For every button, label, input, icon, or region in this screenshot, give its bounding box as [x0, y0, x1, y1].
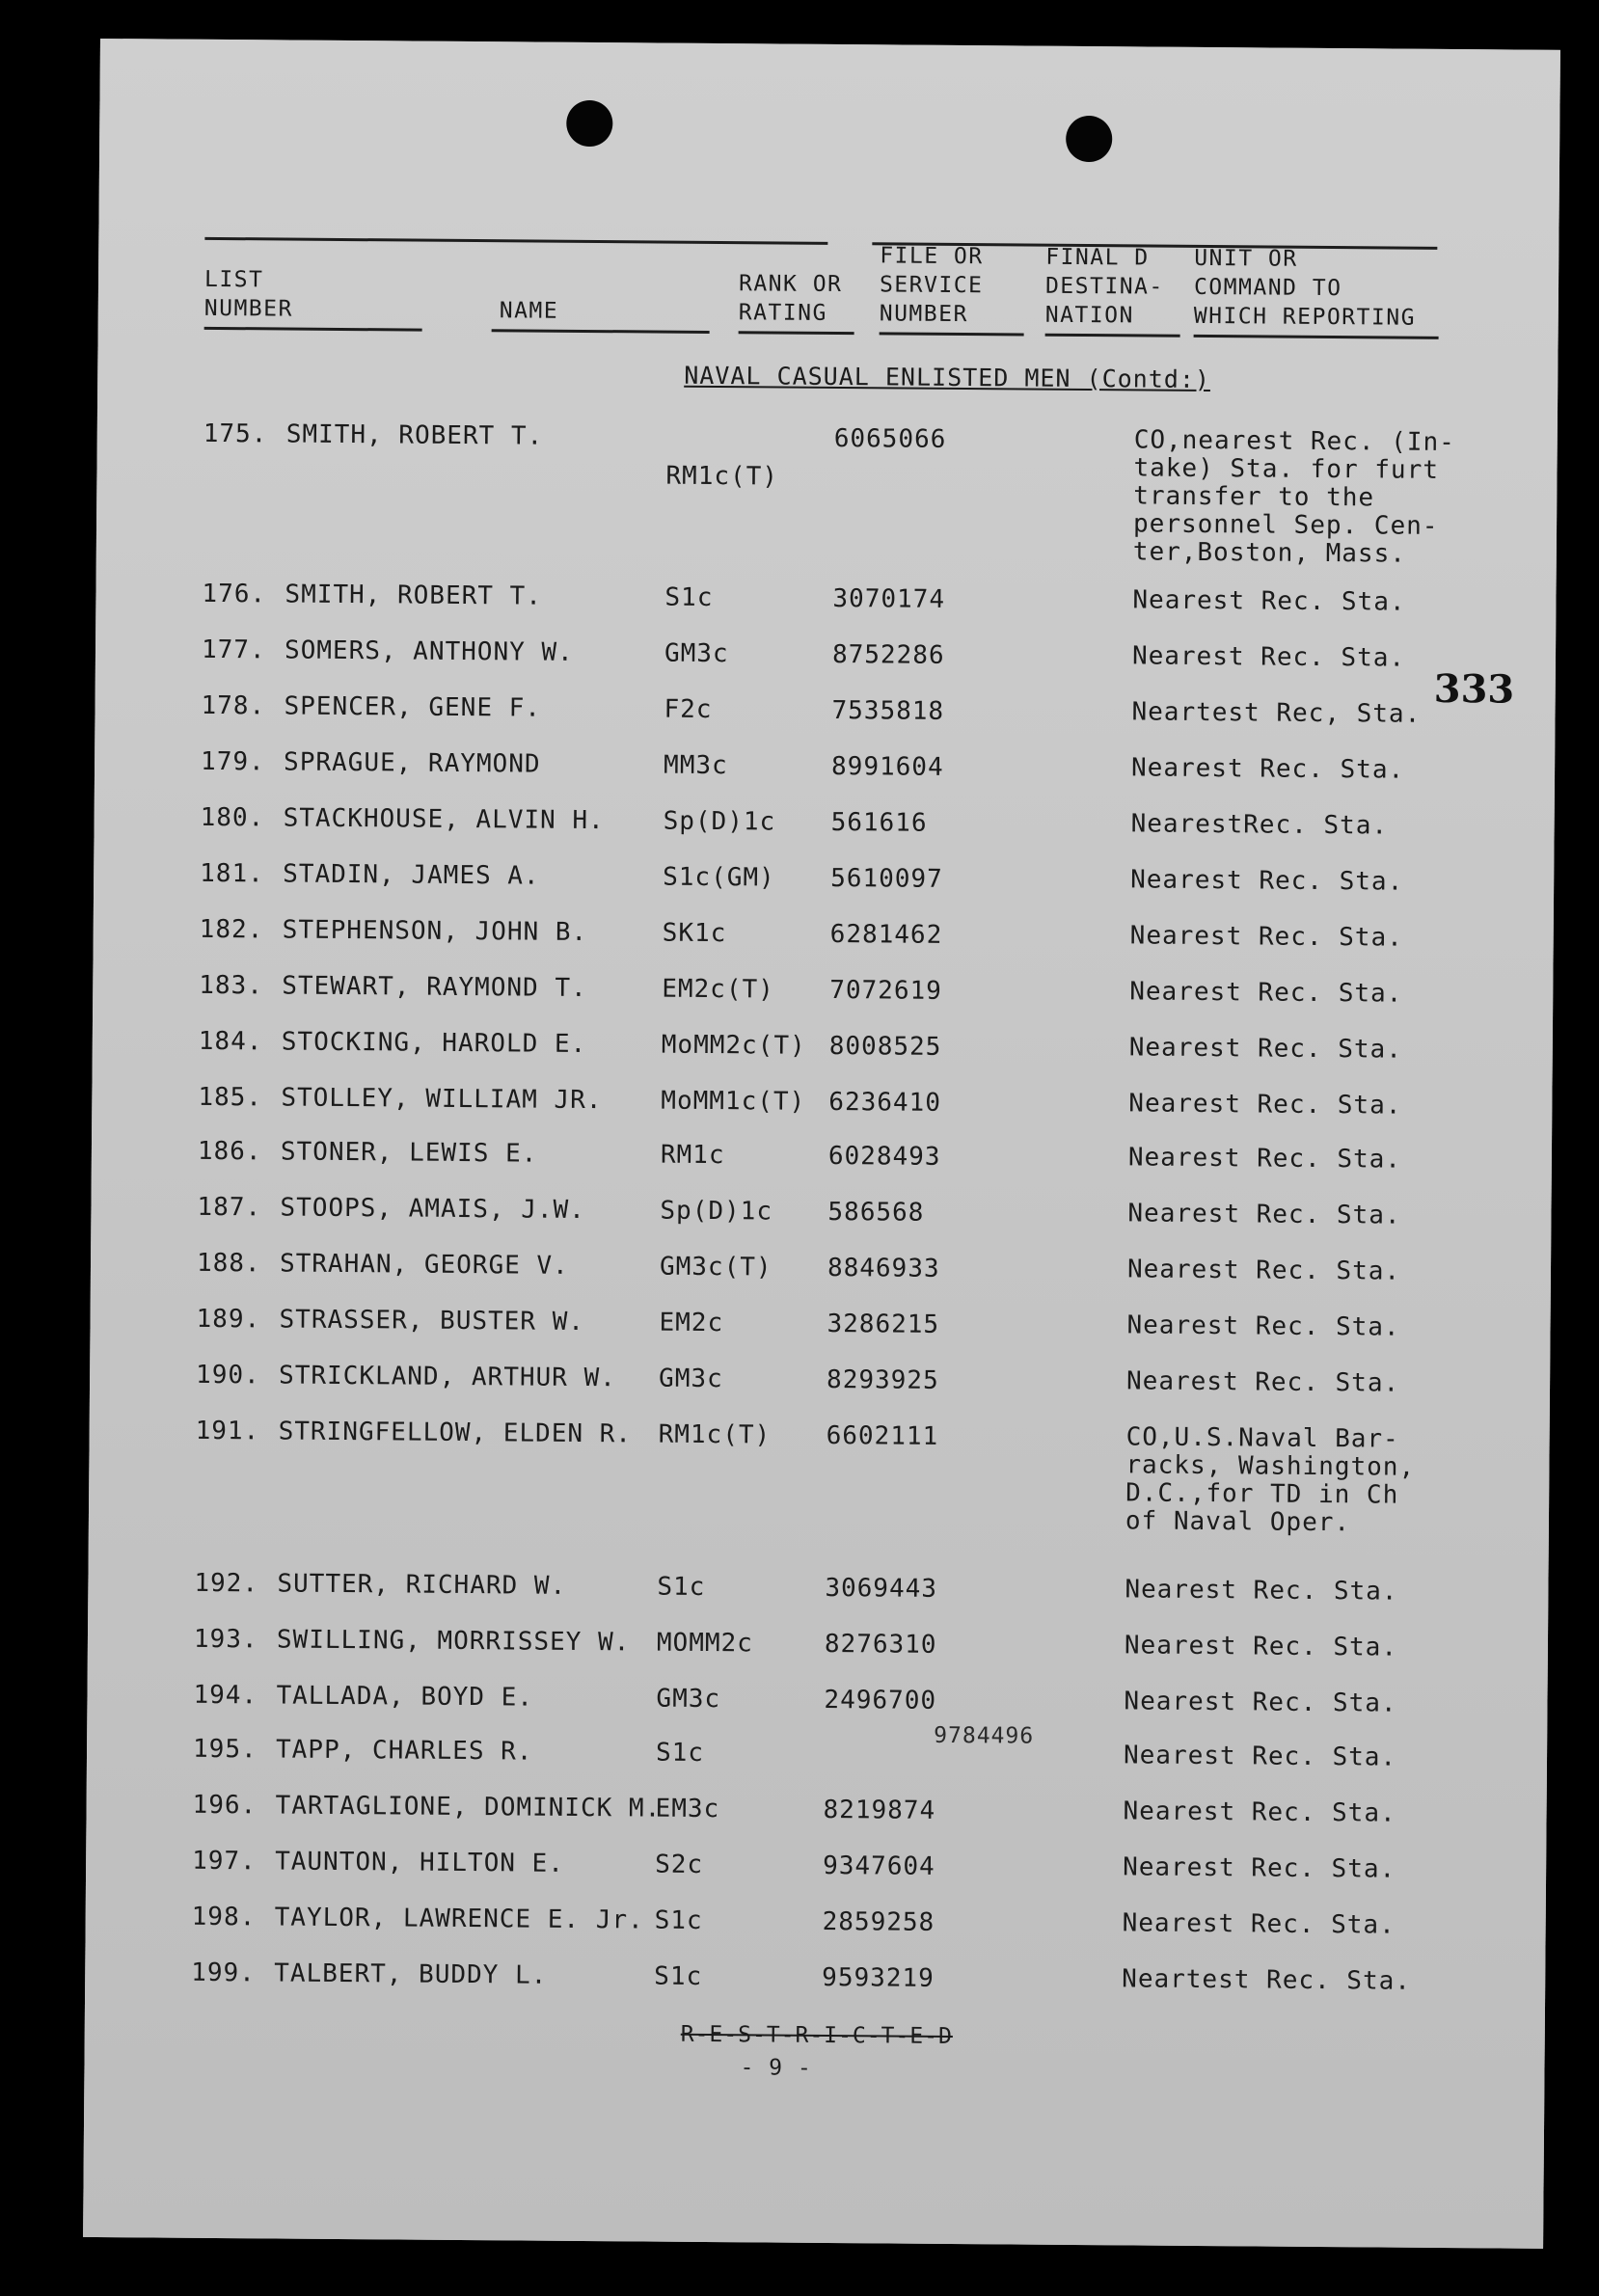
header-name: NAME — [499, 298, 559, 324]
name: SMITH, ROBERT T. — [285, 419, 544, 451]
destination: Nearest Rec. Sta. — [1129, 977, 1403, 1009]
destination: Nearest Rec. Sta. — [1130, 753, 1405, 785]
list-number: 185. — [198, 1082, 263, 1113]
service-number: 2859258 — [822, 1906, 935, 1937]
list-number: 188. — [196, 1248, 261, 1279]
list-number: 176. — [202, 579, 267, 609]
service-number: 586568 — [827, 1197, 925, 1228]
list-row — [90, 1304, 1550, 1354]
service-number: 3286215 — [827, 1309, 940, 1339]
destination: Nearest Rec. Sta. — [1124, 1687, 1397, 1718]
list-number: 197. — [192, 1846, 257, 1877]
rank: MoMM2c(T) — [661, 1030, 806, 1061]
document-page — [83, 39, 1560, 2249]
name: TAUNTON, HILTON E. — [275, 1847, 565, 1878]
name: SUTTER, RICHARD W. — [277, 1569, 567, 1601]
name: TALBERT, BUDDY L. — [274, 1958, 548, 1990]
service-number: 3070174 — [832, 583, 946, 614]
rank: F2c — [664, 694, 713, 725]
list-number: 178. — [201, 690, 266, 721]
service-number: 6602111 — [826, 1420, 939, 1451]
rank: S1c — [657, 1572, 706, 1602]
destination: Nearest Rec. Sta. — [1125, 1575, 1398, 1607]
list-number: 193. — [193, 1624, 258, 1655]
rank: S1c(GM) — [663, 862, 775, 893]
list-row — [92, 1136, 1552, 1186]
name: TARTAGLIONE, DOMINICK M. — [275, 1791, 662, 1823]
page-stamp: 333 — [1433, 665, 1515, 713]
list-row — [95, 690, 1555, 741]
destination: Nearest Rec. Sta. — [1127, 1199, 1401, 1230]
service-number: 9347604 — [823, 1850, 935, 1881]
list-number: 189. — [196, 1304, 261, 1335]
rank: RM1c — [660, 1140, 725, 1171]
list-number: 199. — [191, 1958, 256, 1988]
rank: MOMM2c — [656, 1628, 753, 1659]
rank: GM3c — [658, 1364, 723, 1394]
service-number: 8991604 — [830, 751, 944, 782]
rank: GM3c(T) — [659, 1252, 772, 1283]
destination: Nearest Rec. Sta. — [1128, 1033, 1403, 1065]
rank: S1c — [664, 582, 714, 613]
rank: EM2c — [659, 1308, 724, 1338]
list-number: 194. — [193, 1680, 258, 1711]
list-row — [94, 858, 1554, 908]
service-number: 5610097 — [830, 863, 943, 894]
destination: CO,nearest Rec. (In- take) Sta. for furt transfer to the personnel Sep. Cen- ter,Boston, Mass. — [1132, 425, 1455, 569]
list-row — [94, 802, 1554, 852]
rank: RM1c(T) — [665, 461, 779, 492]
list-row — [95, 635, 1556, 685]
list-number: 184. — [198, 1026, 263, 1057]
service-number: 8752286 — [831, 639, 945, 670]
list-row — [87, 1734, 1547, 1784]
service-number: 8008525 — [828, 1031, 942, 1062]
handwritten-note-195: 9784496 — [934, 1722, 1035, 1749]
name: STADIN, JAMES A. — [283, 859, 540, 891]
rank: GM3c — [656, 1684, 721, 1715]
destination: Nearest Rec. Sta. — [1122, 1908, 1396, 1940]
name: STOCKING, HAROLD E. — [281, 1027, 587, 1059]
destination: Nearest Rec. Sta. — [1128, 1089, 1402, 1121]
header-service-number: FILE OR SERVICE NUMBER — [879, 243, 984, 328]
list-number: 180. — [200, 802, 265, 833]
name: STEPHENSON, JOHN B. — [282, 915, 588, 947]
header-rule-left — [204, 237, 827, 245]
service-number: 6028493 — [827, 1141, 941, 1172]
header-underline-4 — [880, 332, 1024, 336]
name: SOMERS, ANTHONY W. — [284, 635, 574, 667]
destination: Neartest Rec. Sta. — [1122, 1964, 1412, 1996]
list-row — [87, 1680, 1547, 1730]
name: STOLLEY, WILLIAM JR. — [281, 1083, 603, 1116]
service-number: 8219874 — [823, 1795, 936, 1825]
service-number: 2496700 — [824, 1685, 937, 1715]
destination: Nearest Rec. Sta. — [1131, 641, 1406, 673]
name: SWILLING, MORRISSEY W. — [276, 1625, 631, 1658]
destination: Nearest Rec. Sta. — [1126, 1255, 1401, 1286]
list-row — [89, 1416, 1549, 1538]
name: STRINGFELLOW, ELDEN R. — [278, 1417, 633, 1449]
rank: EM2c(T) — [662, 974, 774, 1005]
list-row — [88, 1568, 1548, 1618]
service-number: 7535818 — [831, 695, 945, 726]
name: STRICKLAND, ARTHUR W. — [278, 1361, 616, 1393]
list-number: 191. — [195, 1416, 260, 1446]
list-number: 195. — [192, 1734, 257, 1765]
list-row — [93, 970, 1553, 1020]
destination: Neartest Rec, Sta. — [1131, 697, 1422, 729]
list-row — [91, 1248, 1551, 1298]
name: TAPP, CHARLES R. — [275, 1735, 533, 1767]
service-number: 6236410 — [828, 1087, 942, 1118]
list-number: 179. — [200, 746, 265, 777]
destination: Nearest Rec. Sta. — [1126, 1310, 1400, 1342]
rank: RM1c(T) — [658, 1419, 772, 1450]
service-number: 7072619 — [829, 975, 942, 1006]
destination: Nearest Rec. Sta. — [1132, 585, 1406, 617]
list-row — [92, 1082, 1552, 1132]
destination: Nearest Rec. Sta. — [1124, 1631, 1398, 1662]
section-title: NAVAL CASUAL ENLISTED MEN (Contd:) — [684, 361, 1211, 394]
rank: MM3c — [663, 750, 728, 781]
list-number: 190. — [196, 1360, 260, 1391]
rank: S1c — [654, 1905, 703, 1935]
destination: Nearest Rec. Sta. — [1123, 1852, 1396, 1884]
rank: Sp(D)1c — [663, 806, 776, 837]
destination: Nearest Rec. Sta. — [1129, 921, 1403, 953]
rank: Sp(D)1c — [660, 1196, 773, 1227]
list-number: 183. — [199, 970, 264, 1001]
list-row — [95, 579, 1556, 629]
destination: NearestRec. Sta. — [1130, 809, 1389, 841]
service-number: 6065066 — [833, 423, 947, 454]
list-row — [86, 1790, 1546, 1840]
list-row — [97, 419, 1558, 569]
list-row — [90, 1360, 1550, 1410]
list-number: 177. — [201, 635, 266, 665]
classification-footer: R-E-S-T-R-I-C-T-E-D — [680, 2021, 953, 2050]
list-number: 198. — [191, 1902, 257, 1932]
list-number: 192. — [194, 1568, 259, 1599]
list-number: 196. — [192, 1790, 257, 1821]
list-row — [86, 1902, 1546, 1952]
header-underline-2 — [492, 329, 710, 334]
header-destination: FINAL D DESTINA- NATION — [1044, 244, 1164, 329]
list-number: 182. — [199, 914, 264, 945]
header-underline-6 — [1194, 335, 1439, 339]
page-number: - 9 - — [740, 2055, 812, 2081]
list-number: 187. — [197, 1192, 262, 1223]
name: SMITH, ROBERT T. — [285, 580, 543, 611]
list-row — [88, 1624, 1548, 1674]
list-row — [93, 1026, 1553, 1076]
destination: Nearest Rec. Sta. — [1130, 865, 1404, 897]
name: STRAHAN, GEORGE V. — [279, 1249, 569, 1281]
service-number: 8276310 — [824, 1629, 937, 1660]
service-number: 3069443 — [825, 1573, 938, 1604]
name: TALLADA, BOYD E. — [276, 1681, 534, 1713]
service-number: 8293925 — [826, 1364, 939, 1395]
name: STACKHOUSE, ALVIN H. — [283, 803, 605, 836]
list-row — [86, 1846, 1546, 1896]
header-rank: RANK OR RATING — [738, 271, 843, 326]
name: STOOPS, AMAIS, J.W. — [280, 1193, 586, 1225]
list-row — [91, 1192, 1551, 1242]
header-underline-3 — [739, 331, 854, 335]
destination: Nearest Rec. Sta. — [1125, 1366, 1400, 1398]
service-number: 9593219 — [822, 1962, 935, 1993]
rank: S2c — [655, 1850, 704, 1879]
punch-hole-left — [566, 100, 612, 147]
service-number: 8846933 — [827, 1253, 940, 1283]
rank: S1c — [655, 1738, 705, 1768]
rank: S1c — [654, 1961, 703, 1991]
name: TAYLOR, LAWRENCE E. Jr. — [274, 1903, 644, 1935]
list-number: 186. — [197, 1136, 262, 1167]
name: SPRAGUE, RAYMOND — [283, 747, 541, 779]
rank: EM3c — [655, 1794, 720, 1824]
destination: Nearest Rec. Sta. — [1127, 1143, 1402, 1175]
name: STONER, LEWIS E. — [280, 1137, 538, 1169]
list-row — [95, 746, 1555, 797]
header-underline-1 — [204, 327, 422, 332]
service-number: 6281462 — [829, 919, 943, 950]
list-row — [85, 1958, 1545, 2008]
list-row — [94, 914, 1554, 964]
rank: MoMM1c(T) — [661, 1086, 806, 1117]
header-list-number: LIST NUMBER — [203, 266, 293, 322]
punch-hole-right — [1066, 116, 1112, 162]
destination: CO,U.S.Naval Bar- racks, Washington, D.C.,for TD in Ch of Naval Oper. — [1125, 1422, 1416, 1538]
name: STRASSER, BUSTER W. — [279, 1305, 585, 1337]
name: STEWART, RAYMOND T. — [282, 971, 587, 1003]
list-number: 175. — [203, 419, 268, 449]
name: SPENCER, GENE F. — [284, 691, 542, 723]
destination: Nearest Rec. Sta. — [1123, 1741, 1397, 1772]
destination: Nearest Rec. Sta. — [1123, 1796, 1396, 1828]
list-number: 181. — [200, 858, 264, 889]
service-number: 561616 — [830, 807, 928, 838]
header-underline-5 — [1045, 334, 1180, 338]
rank: SK1c — [662, 918, 727, 949]
header-unit: UNIT OR COMMAND TO WHICH REPORTING — [1193, 245, 1417, 331]
rank: GM3c — [664, 638, 729, 669]
